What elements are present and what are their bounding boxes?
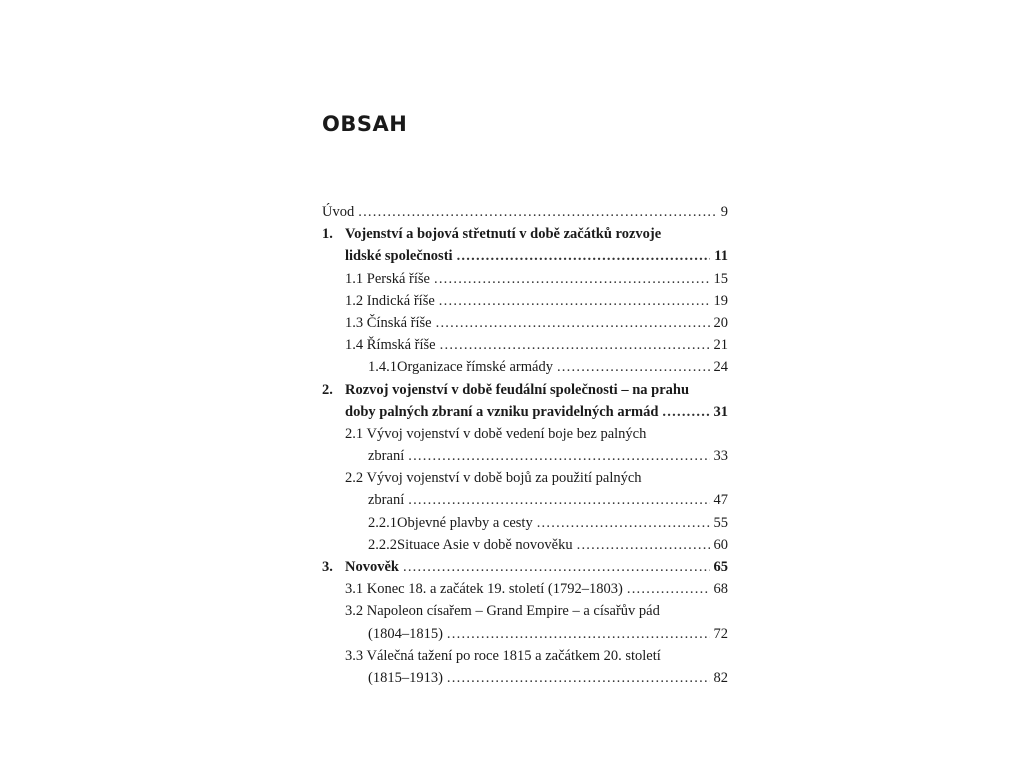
toc-entry-label: Situace Asie v době novověku	[397, 536, 573, 553]
dot-leader	[434, 268, 710, 290]
toc-page-number: 55	[713, 514, 728, 531]
toc-page-number: 33	[713, 448, 728, 465]
chapter-number: 3.	[322, 559, 333, 575]
toc-entry-label: 1.3 Čínská říše	[345, 314, 432, 331]
toc-entry-2-2[interactable]	[322, 467, 728, 511]
table-of-contents	[322, 201, 728, 689]
toc-page-number: 9	[720, 204, 728, 220]
dot-leader	[457, 245, 711, 267]
toc-entry-chapter-2[interactable]	[322, 379, 728, 423]
dot-leader	[627, 578, 710, 600]
toc-entry-chapter-3[interactable]	[322, 556, 728, 578]
dot-leader	[408, 445, 709, 467]
toc-entry-label: Objevné plavby a cesty	[397, 514, 533, 531]
toc-entry-label: Novověk	[345, 559, 399, 575]
toc-entry-label: Rozvoj vojenství v době feudální společnosti – na prahu	[345, 381, 690, 398]
toc-entry-label-continued: zbraní	[368, 492, 405, 509]
dot-leader	[358, 201, 717, 223]
toc-entry-2-1[interactable]	[322, 423, 728, 467]
toc-entry-label: 3.3 Válečná tažení po roce 1815 a začátkem 20. století	[345, 647, 661, 664]
toc-entry-2-2-2[interactable]	[322, 534, 728, 556]
toc-entry-label-continued: lidské společnosti	[345, 248, 453, 265]
subsection-number: 2.2.1	[368, 514, 397, 531]
toc-entry-label: Organizace římské armády	[397, 359, 553, 376]
toc-page-number: 68	[713, 581, 728, 598]
toc-entry-label: 1.1 Perská říše	[345, 270, 430, 287]
toc-page-number: 60	[713, 536, 728, 553]
toc-entry-3-1[interactable]	[322, 578, 728, 600]
toc-page-number: 21	[713, 337, 728, 354]
dot-leader	[577, 534, 710, 556]
toc-page-number: 11	[714, 248, 728, 265]
toc-entry-label: 1.4 Římská říše	[345, 337, 436, 354]
toc-entry-label-continued: (1815–1913)	[368, 669, 443, 686]
chapter-number: 1.	[322, 226, 333, 243]
page-title: OBSAH	[322, 112, 408, 136]
toc-entry-1-4[interactable]	[322, 334, 728, 356]
toc-page-number: 24	[713, 359, 728, 376]
toc-entry-uvod[interactable]	[322, 201, 728, 223]
dot-leader	[439, 290, 710, 312]
toc-entry-1-2[interactable]	[322, 290, 728, 312]
toc-entry-1-4-1[interactable]	[322, 356, 728, 378]
dot-leader	[447, 667, 710, 689]
toc-entry-1-1[interactable]	[322, 268, 728, 290]
toc-entry-label: Vojenství a bojová střetnutí v době začátků rozvoje	[345, 226, 662, 243]
dot-leader	[537, 512, 710, 534]
toc-page-number: 65	[713, 559, 728, 575]
toc-page-number: 31	[713, 403, 728, 420]
subsection-number: 1.4.1	[368, 359, 397, 376]
toc-entry-label: 3.1 Konec 18. a začátek 19. století (1792–1803)	[345, 581, 623, 598]
dot-leader	[557, 356, 710, 378]
chapter-number: 2.	[322, 381, 333, 398]
toc-page-number: 15	[713, 270, 728, 287]
dot-leader	[662, 401, 709, 423]
toc-entry-label: 3.2 Napoleon císařem – Grand Empire – a císařův pád	[345, 603, 660, 620]
dot-leader	[436, 312, 710, 334]
toc-entry-label-continued: doby palných zbraní a vzniku pravidelných armád	[345, 403, 659, 420]
toc-entry-1-3[interactable]	[322, 312, 728, 334]
dot-leader	[447, 623, 710, 645]
dot-leader	[403, 556, 710, 578]
toc-entry-label: 2.1 Vývoj vojenství v době vedení boje bez palných	[345, 425, 647, 442]
dot-leader	[408, 489, 709, 511]
toc-entry-label: 1.2 Indická říše	[345, 292, 435, 309]
toc-entry-label: Úvod	[322, 204, 355, 220]
toc-page-number: 20	[713, 314, 728, 331]
toc-entry-3-3[interactable]	[322, 645, 728, 689]
subsection-number: 2.2.2	[368, 536, 397, 553]
toc-page-number: 47	[713, 492, 728, 509]
toc-page-number: 19	[713, 292, 728, 309]
toc-entry-3-2[interactable]	[322, 600, 728, 644]
toc-entry-label-continued: (1804–1815)	[368, 625, 443, 642]
toc-entry-2-2-1[interactable]	[322, 512, 728, 534]
toc-page-number: 82	[713, 669, 728, 686]
toc-entry-label: 2.2 Vývoj vojenství v době bojů za použití palných	[345, 470, 642, 487]
toc-entry-label-continued: zbraní	[368, 448, 405, 465]
toc-page-number: 72	[713, 625, 728, 642]
toc-entry-chapter-1[interactable]	[322, 223, 728, 267]
dot-leader	[440, 334, 710, 356]
